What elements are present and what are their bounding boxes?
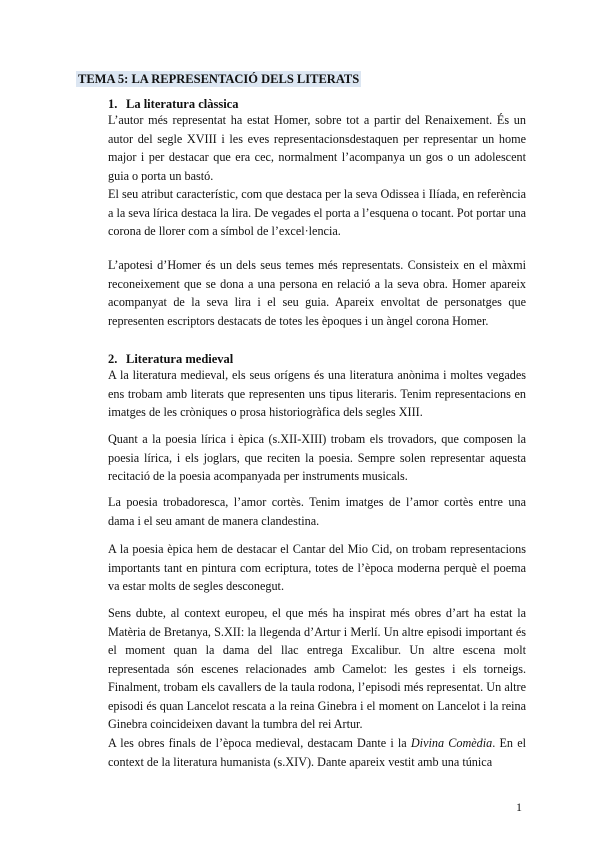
page-number: 1 xyxy=(516,800,522,814)
paragraph: El seu atribut característic, com que destaca per la seva Odissea i Ilíada, en referència a la seva lírica destaca la lira. De vegades el porta a l’esquena o tocant. Pot portar una corona de llorer com a símbol de l’excel·lencia. xyxy=(108,187,526,238)
section-title: Literatura medieval xyxy=(126,352,234,366)
italic-title: Divina Comèdia xyxy=(410,736,493,750)
section-heading-medieval xyxy=(108,351,233,367)
section-number: 2. xyxy=(108,352,118,366)
paragraph: La poesia trobadoresca, l’amor cortès. Tenim imatges de l’amor cortès entre una dama i el seu amant de manera clandestina. xyxy=(108,495,526,528)
paragraph: Sens dubte, al context europeu, el que més ha inspirat més obres d’art ha estat la Matèria de Bretanya, S.XII: la llegenda d’Artur i Merlí. Un altre episodi important és el moment quan la dama del llac entrega Excalibur. Un altre escena molt representada són escenes relacionades amb Camelot: les gestes i els torneigs. Finalment, trobam els cavallers de la taula rodona, l’episodi més representat. Un altre episodi és quan Lancelot rescata a la reina Ginebra i el moment on Lancelot i la reina Ginebra coincideixen davant la tumbra del rei Artur. xyxy=(108,606,526,731)
section-title: La literatura clàssica xyxy=(126,97,239,111)
paragraph: L’apotesi d’Homer és un dels seus temes més representats. Consisteix en el màxmi reconeixement que se dona a una persona en relació a la seva obra. Homer apareix acompanyat de la seva lira i el seu guia. Apareix envoltat de personatges que representen escriptors destacats de totes les èpoques i un àngel corona Homer. xyxy=(108,258,526,328)
document-title: TEMA 5: LA REPRESENTACIÓ DELS LITERATS xyxy=(78,72,360,86)
paragraph: A la literatura medieval, els seus orígens és una literatura anònima i moltes vegades ens trobam amb literats que representen uns tipus literaris. Tenim representacions en imatges de les cròniques o prosa historiogràfica dels segles XIII. xyxy=(108,368,526,419)
paragraph-dante xyxy=(108,734,526,771)
text-run: A les obres finals de l’època medieval, destacam Dante i la xyxy=(108,736,411,750)
section-heading-classical xyxy=(108,96,238,112)
paragraph: L’autor més representat ha estat Homer, sobre tot a partir del Renaixement. És un autor del segle XVIII i les eves representacionsdestaquen per representar un home major i per destacar que era cec, normalment l’acompanya un gos o un adolescent guia o porta un bastó. xyxy=(108,113,526,183)
section-number: 1. xyxy=(108,97,118,111)
paragraph: A la poesia èpica hem de destacar el Cantar del Mio Cid, on trobam representacions importants tant en pintura com ecriptura, totes de l’època moderna perquè el poema va estar molts de segles desconegut. xyxy=(108,542,526,593)
text-run: . En el context de la literatura humanista (s.XIV). Dante apareix vestit amb una túnica xyxy=(108,736,526,769)
paragraph: Quant a la poesia lírica i èpica (s.XII-XIII) trobam els trovadors, que composen la poesia lírica, i els joglars, que reciten la poesia. Sempre solen representar aquesta recitació de la poesia acompanyada per instruments musicals. xyxy=(108,432,526,483)
